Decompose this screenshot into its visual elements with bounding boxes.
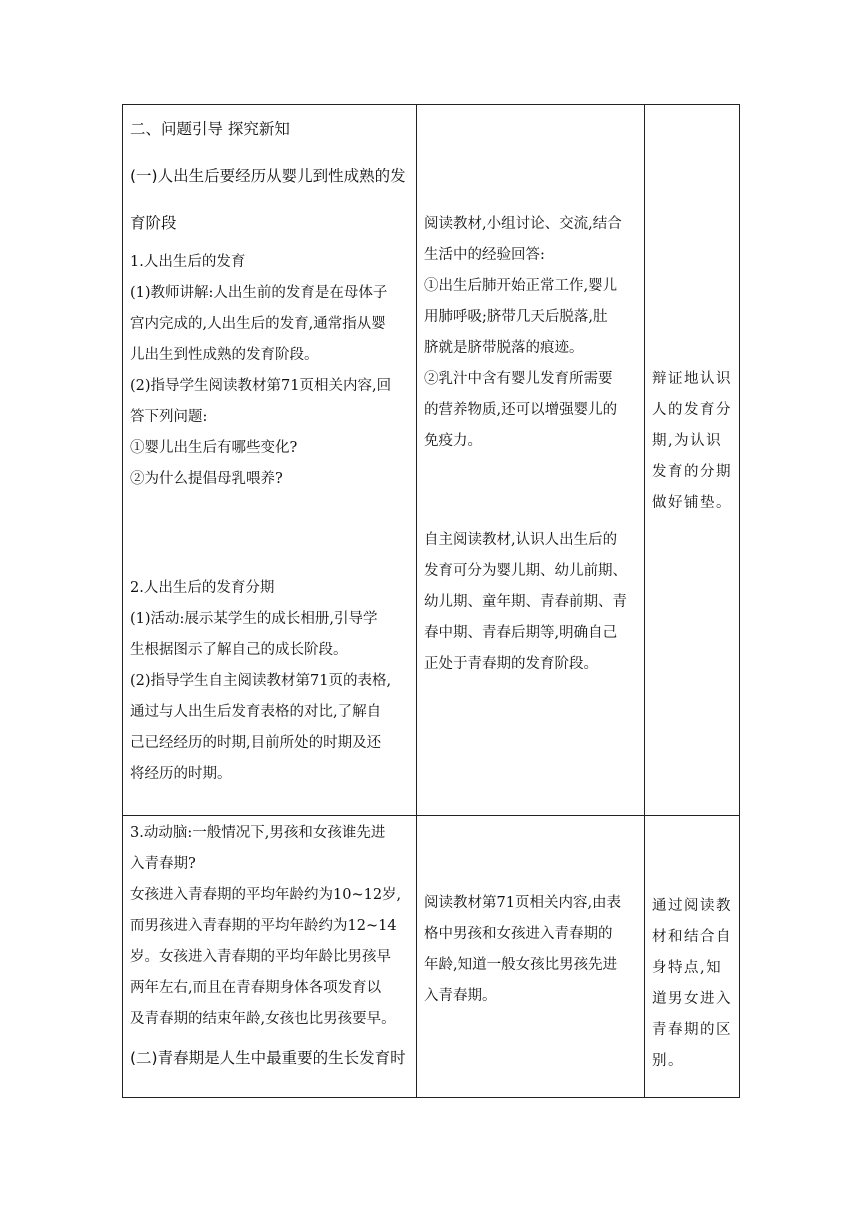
text-line: 发育的分期 [652,464,732,480]
text-line: (2)指导学生阅读教材第71页相关内容,回 [130,378,392,394]
text-line: 入青春期。 [424,988,497,1004]
text-line: 自主阅读教材,认识人出生后的 [424,532,618,548]
lesson-plan-table [122,104,740,1098]
text-line: 女孩进入青春期的平均年龄约为10~12岁, [130,887,402,903]
table-row [123,816,740,1098]
text-line: 人的发育分 [652,402,732,418]
text-line: 通过与人出生后发育表格的对比,了解自 [130,704,382,720]
table-row [123,105,740,816]
design-intent-cell [645,816,740,1098]
item-title: 1.人出生后的发育 [130,254,246,270]
text-line: 儿出生到性成熟的发育阶段。 [130,347,319,363]
text-line: 幼儿期、童年期、青春前期、青 [424,594,627,610]
section-heading: 二、问题引导 探究新知 [130,120,290,138]
text-line: 宫内完成的,人出生后的发育,通常指从婴 [130,316,386,332]
text-line: 用肺呼吸;脐带几天后脱落,肚 [424,309,608,325]
text-line: 免疫力。 [424,433,482,449]
text-line: 发育可分为婴儿期、幼儿前期、 [424,563,627,579]
student-activity-cell [417,105,645,816]
subsection-heading-cont: 育阶段 [130,214,177,232]
text-line: (1)活动:展示某学生的成长相册,引导学 [130,611,378,627]
text-line: 春中期、青春后期等,明确自己 [424,625,618,641]
text-line: 正处于青春期的发育阶段。 [424,656,598,672]
text-line: 阅读教材第71页相关内容,由表 [424,895,622,911]
question-line: ②为什么提倡母乳喂养? [130,471,283,487]
text-line: 生活中的经验回答: [424,247,545,263]
text-line: 辩证地认识 [652,371,732,387]
text-line: 青春期的区 [652,1022,732,1038]
text-line: 3.动动脑:一般情况下,男孩和女孩谁先进 [130,825,386,841]
text-line: 通过阅读教 [652,898,732,914]
text-line: ②乳汁中含有婴儿发育所需要 [424,371,613,387]
text-line: 的营养物质,还可以增强婴儿的 [424,402,618,418]
text-line: 阅读教材,小组讨论、交流,结合 [424,216,622,232]
teacher-activity-cell [123,816,417,1098]
text-line: (1)教师讲解:人出生前的发育是在母体子 [130,285,388,301]
teacher-activity-cell [123,105,417,816]
item-title: 2.人出生后的发育分期 [130,580,275,596]
text-line: 别。 [652,1053,684,1069]
subsection-heading: (一)人出生后要经历从婴儿到性成熟的发 [130,167,406,185]
text-line: 脐就是脐带脱落的痕迹。 [424,340,584,356]
design-intent-cell [645,105,740,816]
text-line: 生根据图示了解自己的成长阶段。 [130,642,348,658]
text-line: (2)指导学生自主阅读教材第71页的表格, [130,673,392,689]
text-line: 入青春期? [130,856,196,872]
text-line: 年龄,知道一般女孩比男孩先进 [424,957,618,973]
text-line: 己已经经历的时期,目前所处的时期及还 [130,735,382,751]
text-line: 将经历的时期。 [130,766,232,782]
student-activity-cell [417,816,645,1098]
text-line: 两年左右,而且在青春期身体各项发育以 [130,980,382,996]
text-line: 而男孩进入青春期的平均年龄约为12~14 [130,918,397,934]
text-line: 材和结合自 [652,929,732,945]
text-line: 身特点,知 [652,960,723,976]
text-line: 道男女进入 [652,991,732,1007]
text-line: 及青春期的结束年龄,女孩也比男孩要早。 [130,1011,396,1027]
text-line: ①出生后肺开始正常工作,婴儿 [424,278,618,294]
subsection-heading: (二)青春期是人生中最重要的生长发育时 [130,1049,406,1067]
text-line: 做好铺垫。 [652,495,732,511]
question-line: ①婴儿出生后有哪些变化? [130,440,298,456]
text-line: 期,为认识 [652,433,723,449]
text-line: 岁。女孩进入青春期的平均年龄比男孩早 [130,949,391,965]
text-line: 格中男孩和女孩进入青春期的 [424,926,613,942]
text-line: 答下列问题: [130,409,208,425]
